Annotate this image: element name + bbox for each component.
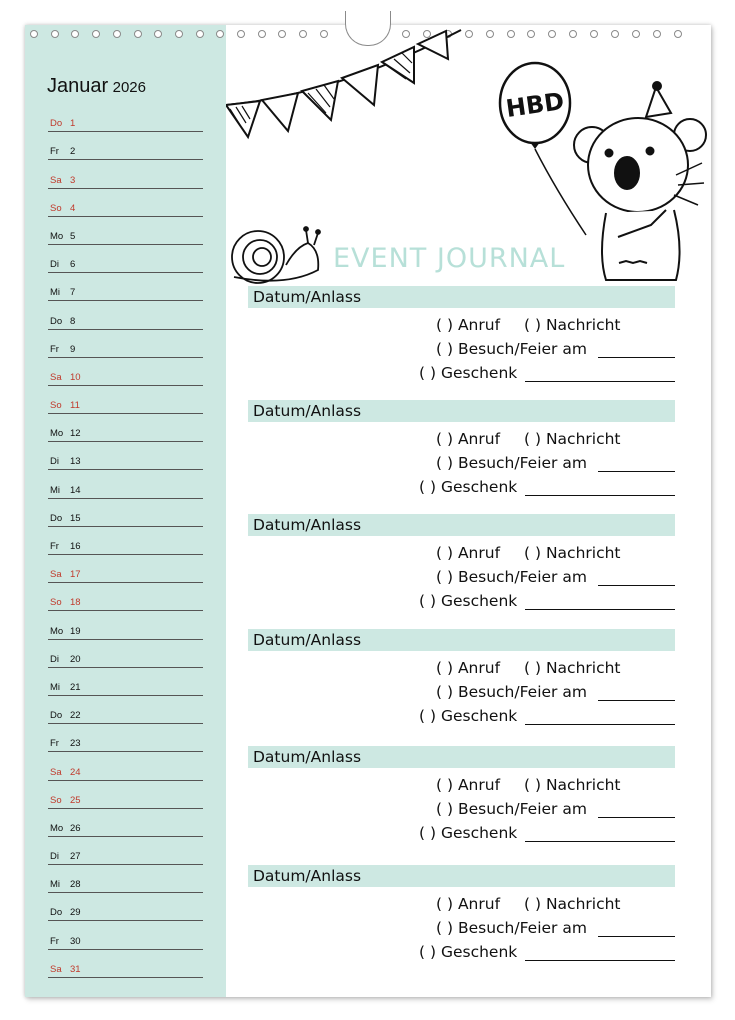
binding-ring xyxy=(71,30,79,38)
day-row xyxy=(48,301,203,329)
day-number: 2 xyxy=(70,146,76,158)
day-list xyxy=(48,104,203,978)
geschenk-line[interactable] xyxy=(525,960,675,961)
option-geschenk[interactable]: ( ) Geschenk xyxy=(419,364,518,382)
binding-ring xyxy=(113,30,121,38)
day-number: 5 xyxy=(70,230,76,242)
weekday-label: Fr xyxy=(50,541,59,552)
option-nachricht[interactable]: ( ) Nachricht xyxy=(524,316,621,334)
month-sidebar xyxy=(25,25,226,997)
day-row xyxy=(48,470,203,498)
day-row xyxy=(48,583,203,611)
option-besuch[interactable]: ( ) Besuch/Feier am xyxy=(436,800,587,818)
day-row xyxy=(48,104,203,132)
day-row xyxy=(48,865,203,893)
day-number: 31 xyxy=(70,963,81,975)
day-number: 19 xyxy=(70,625,81,637)
weekday-label: Mi xyxy=(50,484,61,496)
day-number: 7 xyxy=(70,287,76,299)
month-name: Januar xyxy=(47,75,109,97)
weekday-label: Do xyxy=(50,512,63,524)
day-row xyxy=(48,499,203,527)
option-besuch[interactable]: ( ) Besuch/Feier am xyxy=(436,683,587,701)
day-row xyxy=(48,921,203,949)
day-row xyxy=(48,752,203,780)
page-title: EVENT JOURNAL xyxy=(333,243,566,274)
day-row xyxy=(48,640,203,668)
day-number: 11 xyxy=(70,400,80,412)
binding-ring xyxy=(134,30,142,38)
binding-ring xyxy=(175,30,183,38)
journal-entry xyxy=(248,746,675,842)
besuch-date-line[interactable] xyxy=(598,936,675,937)
weekday-label: Sa xyxy=(50,766,62,778)
weekday-label: So xyxy=(50,202,62,214)
calendar-page xyxy=(25,25,711,997)
weekday-label: Do xyxy=(50,118,63,130)
day-number: 24 xyxy=(70,766,81,778)
weekday-label: Do xyxy=(50,710,63,722)
option-anruf[interactable]: ( ) Anruf xyxy=(436,430,501,448)
option-besuch[interactable]: ( ) Besuch/Feier am xyxy=(436,454,587,472)
binding-ring xyxy=(30,30,38,38)
weekday-label: So xyxy=(50,794,62,806)
weekday-label: Do xyxy=(50,907,63,919)
day-number: 13 xyxy=(70,456,81,468)
option-nachricht[interactable]: ( ) Nachricht xyxy=(524,659,621,677)
day-row xyxy=(48,950,203,978)
option-besuch[interactable]: ( ) Besuch/Feier am xyxy=(436,568,587,586)
weekday-label: Sa xyxy=(50,371,62,383)
entry-label[interactable]: Datum/Anlass xyxy=(248,865,675,887)
day-row xyxy=(48,555,203,583)
option-geschenk[interactable]: ( ) Geschenk xyxy=(419,478,518,496)
bunting-flags-icon xyxy=(226,30,461,137)
geschenk-line[interactable] xyxy=(525,724,675,725)
day-number: 12 xyxy=(70,428,81,440)
weekday-label: So xyxy=(50,597,62,609)
entry-label[interactable]: Datum/Anlass xyxy=(248,629,675,651)
besuch-date-line[interactable] xyxy=(598,700,675,701)
day-row xyxy=(48,414,203,442)
option-geschenk[interactable]: ( ) Geschenk xyxy=(419,943,518,961)
geschenk-line[interactable] xyxy=(525,381,675,382)
option-geschenk[interactable]: ( ) Geschenk xyxy=(419,592,518,610)
day-number: 1 xyxy=(70,118,76,130)
weekday-label: Do xyxy=(50,315,63,327)
day-number: 18 xyxy=(70,597,81,609)
day-number: 16 xyxy=(70,541,81,552)
option-geschenk[interactable]: ( ) Geschenk xyxy=(419,824,518,842)
day-row xyxy=(48,386,203,414)
day-row xyxy=(48,132,203,160)
journal-entry xyxy=(248,286,675,382)
binding-ring xyxy=(154,30,162,38)
entry-label[interactable]: Datum/Anlass xyxy=(248,400,675,422)
besuch-date-line[interactable] xyxy=(598,585,675,586)
journal-entry xyxy=(248,514,675,610)
option-nachricht[interactable]: ( ) Nachricht xyxy=(524,776,621,794)
day-number: 27 xyxy=(70,851,81,863)
day-number: 9 xyxy=(70,343,76,355)
weekday-label: Fr xyxy=(50,935,59,947)
weekday-label: Sa xyxy=(50,174,62,186)
day-row xyxy=(48,809,203,837)
weekday-label: So xyxy=(50,400,62,412)
besuch-date-line[interactable] xyxy=(598,817,675,818)
option-besuch[interactable]: ( ) Besuch/Feier am xyxy=(436,340,587,358)
day-number: 4 xyxy=(70,202,76,214)
day-row xyxy=(48,217,203,245)
day-number: 22 xyxy=(70,710,81,722)
day-row xyxy=(48,837,203,865)
balloon-text: HBD xyxy=(504,87,566,123)
option-anruf[interactable]: ( ) Anruf xyxy=(436,895,501,913)
journal-entry xyxy=(248,629,675,725)
day-number: 8 xyxy=(70,315,76,327)
option-geschenk[interactable]: ( ) Geschenk xyxy=(419,707,518,725)
day-row xyxy=(48,245,203,273)
day-number: 28 xyxy=(70,879,81,891)
weekday-label: Fr xyxy=(50,738,59,750)
weekday-label: Sa xyxy=(50,963,62,975)
option-nachricht[interactable]: ( ) Nachricht xyxy=(524,544,621,562)
day-number: 30 xyxy=(70,935,81,947)
snail-icon xyxy=(232,227,320,283)
besuch-date-line[interactable] xyxy=(598,471,675,472)
weekday-label: Fr xyxy=(50,146,59,158)
day-number: 21 xyxy=(70,681,81,693)
journal-entry xyxy=(248,865,675,961)
weekday-label: Mo xyxy=(50,625,64,637)
option-besuch[interactable]: ( ) Besuch/Feier am xyxy=(436,919,587,937)
weekday-label: Mi xyxy=(50,287,61,299)
day-row xyxy=(48,611,203,639)
hbd-balloon-icon xyxy=(500,63,586,235)
day-row xyxy=(48,668,203,696)
weekday-label: Sa xyxy=(50,569,62,581)
month-title xyxy=(47,75,146,98)
day-row xyxy=(48,358,203,386)
option-nachricht[interactable]: ( ) Nachricht xyxy=(524,430,621,448)
weekday-label: Di xyxy=(50,456,59,468)
day-row xyxy=(48,273,203,301)
weekday-label: Mo xyxy=(50,230,64,242)
day-row xyxy=(48,527,203,555)
day-row xyxy=(48,330,203,358)
weekday-label: Fr xyxy=(50,343,59,355)
koala-party-icon xyxy=(574,82,706,280)
weekday-label: Di xyxy=(50,851,59,863)
weekday-label: Mo xyxy=(50,822,64,834)
journal-entry xyxy=(248,400,675,496)
day-number: 20 xyxy=(70,653,81,665)
geschenk-line[interactable] xyxy=(525,609,675,610)
day-number: 17 xyxy=(70,569,81,581)
weekday-label: Mo xyxy=(50,428,64,440)
weekday-label: Mi xyxy=(50,681,61,693)
weekday-label: Mi xyxy=(50,879,61,891)
day-number: 29 xyxy=(70,907,81,919)
day-number: 10 xyxy=(70,371,81,383)
day-row xyxy=(48,189,203,217)
option-anruf[interactable]: ( ) Anruf xyxy=(436,544,501,562)
day-number: 26 xyxy=(70,822,81,834)
day-number: 6 xyxy=(70,259,76,271)
month-year: 2026 xyxy=(112,79,146,96)
day-number: 15 xyxy=(70,512,81,524)
binding-ring xyxy=(216,30,224,38)
binding-ring xyxy=(51,30,59,38)
entry-label[interactable]: Datum/Anlass xyxy=(248,514,675,536)
day-row xyxy=(48,442,203,470)
day-row xyxy=(48,696,203,724)
geschenk-line[interactable] xyxy=(525,841,675,842)
weekday-label: Di xyxy=(50,653,59,665)
option-anruf[interactable]: ( ) Anruf xyxy=(436,659,501,677)
day-number: 25 xyxy=(70,794,81,806)
entry-label[interactable]: Datum/Anlass xyxy=(248,286,675,308)
besuch-date-line[interactable] xyxy=(598,357,675,358)
day-row xyxy=(48,781,203,809)
binding-ring xyxy=(92,30,100,38)
option-nachricht[interactable]: ( ) Nachricht xyxy=(524,895,621,913)
weekday-label: Di xyxy=(50,259,59,271)
option-anruf[interactable]: ( ) Anruf xyxy=(436,316,501,334)
day-number: 14 xyxy=(70,484,81,496)
entry-label[interactable]: Datum/Anlass xyxy=(248,746,675,768)
day-row xyxy=(48,724,203,752)
day-number: 23 xyxy=(70,738,81,750)
option-anruf[interactable]: ( ) Anruf xyxy=(436,776,501,794)
day-row xyxy=(48,893,203,921)
day-row xyxy=(48,160,203,188)
geschenk-line[interactable] xyxy=(525,495,675,496)
binding-ring xyxy=(196,30,204,38)
day-number: 3 xyxy=(70,174,76,186)
